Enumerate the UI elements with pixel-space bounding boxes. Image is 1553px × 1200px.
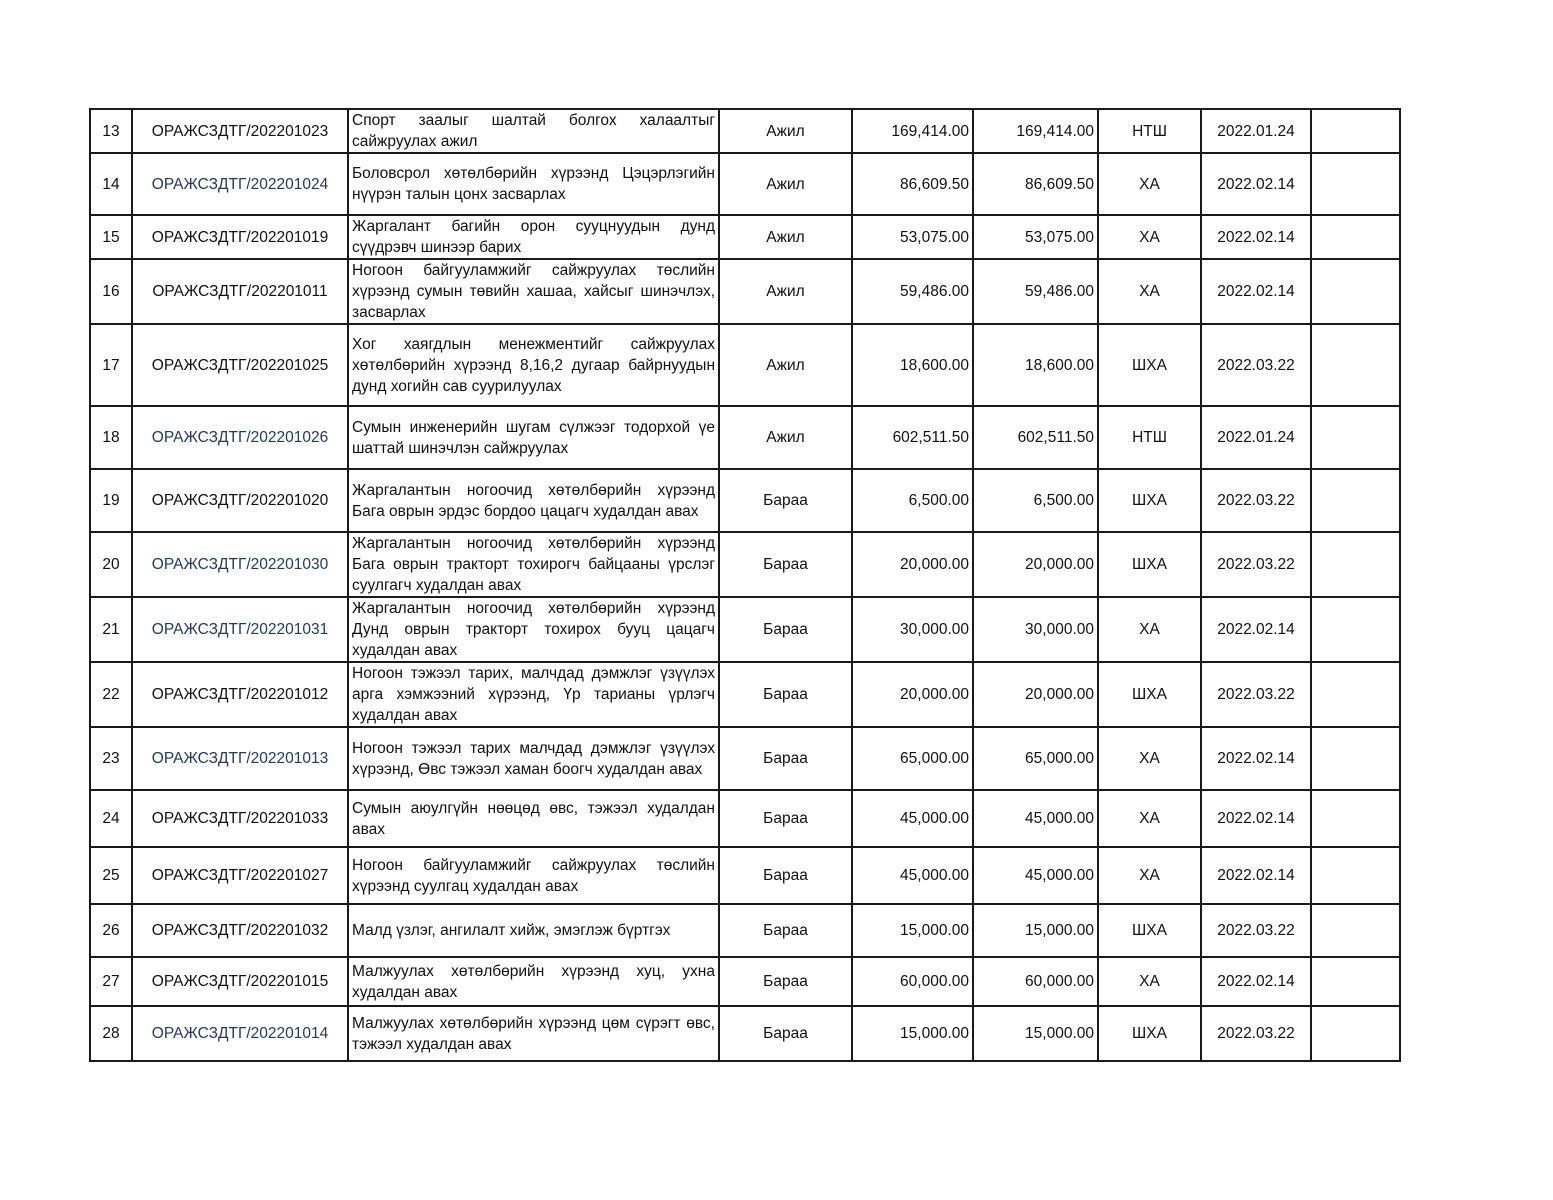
row-number: 19 xyxy=(90,469,132,532)
note-cell xyxy=(1311,215,1400,259)
table-row xyxy=(90,532,1400,597)
note-cell xyxy=(1311,1006,1400,1061)
procurement-type: Бараа xyxy=(719,957,852,1006)
announcement-date: 2022.02.14 xyxy=(1201,597,1311,662)
procurement-description: Ногоон байгууламжийг сайжруулах төслийн хүрээнд сумын төвийн хашаа, хайсыг шинэчлэх, засварлах xyxy=(348,259,719,324)
announcement-date: 2022.02.14 xyxy=(1201,957,1311,1006)
procurement-code: ОРАЖСЗДТГ/202201027 xyxy=(132,847,348,904)
announcement-date: 2022.03.22 xyxy=(1201,904,1311,957)
approved-amount: 60,000.00 xyxy=(973,957,1098,1006)
table-row xyxy=(90,324,1400,406)
procurement-code: ОРАЖСЗДТГ/202201026 xyxy=(132,406,348,469)
procurement-description: Жаргалантын ногоочид хөтөлбөрийн хүрээнд Дунд оврын тракторт тохирох бууц цацагч худалдан авах xyxy=(348,597,719,662)
estimated-amount: 15,000.00 xyxy=(852,904,973,957)
procurement-method: ШХА xyxy=(1098,324,1201,406)
announcement-date: 2022.01.24 xyxy=(1201,406,1311,469)
procurement-method: ХА xyxy=(1098,153,1201,215)
procurement-type: Бараа xyxy=(719,1006,852,1061)
announcement-date: 2022.01.24 xyxy=(1201,109,1311,153)
procurement-code: ОРАЖСЗДТГ/202201012 xyxy=(132,662,348,727)
estimated-amount: 59,486.00 xyxy=(852,259,973,324)
procurement-method: НТШ xyxy=(1098,109,1201,153)
table-row xyxy=(90,153,1400,215)
row-number: 24 xyxy=(90,790,132,847)
procurement-type: Бараа xyxy=(719,662,852,727)
procurement-description: Сумын инженерийн шугам сүлжээг тодорхой үе шаттай шинэчлэн сайжруулах xyxy=(348,406,719,469)
procurement-code: ОРАЖСЗДТГ/202201031 xyxy=(132,597,348,662)
approved-amount: 45,000.00 xyxy=(973,790,1098,847)
row-number: 20 xyxy=(90,532,132,597)
procurement-description: Ногоон тэжээл тарих, малчдад дэмжлэг үзүүлэх арга хэмжээний хүрээнд, Үр тарианы үрлэгч худалдан авах xyxy=(348,662,719,727)
announcement-date: 2022.03.22 xyxy=(1201,324,1311,406)
note-cell xyxy=(1311,662,1400,727)
estimated-amount: 30,000.00 xyxy=(852,597,973,662)
procurement-code: ОРАЖСЗДТГ/202201013 xyxy=(132,727,348,790)
procurement-code: ОРАЖСЗДТГ/202201024 xyxy=(132,153,348,215)
procurement-method: ШХА xyxy=(1098,904,1201,957)
note-cell xyxy=(1311,469,1400,532)
note-cell xyxy=(1311,597,1400,662)
estimated-amount: 169,414.00 xyxy=(852,109,973,153)
procurement-description: Малжуулах хөтөлбөрийн хүрээнд цөм сүрэгт өвс, тэжээл худалдан авах xyxy=(348,1006,719,1061)
row-number: 14 xyxy=(90,153,132,215)
procurement-method: ХА xyxy=(1098,957,1201,1006)
table-row xyxy=(90,215,1400,259)
table-row xyxy=(90,904,1400,957)
procurement-type: Ажил xyxy=(719,324,852,406)
procurement-type: Бараа xyxy=(719,790,852,847)
table-row xyxy=(90,469,1400,532)
procurement-description: Ногоон байгууламжийг сайжруулах төслийн хүрээнд суулгац худалдан авах xyxy=(348,847,719,904)
procurement-type: Ажил xyxy=(719,406,852,469)
table-row xyxy=(90,1006,1400,1061)
procurement-method: НТШ xyxy=(1098,406,1201,469)
procurement-type: Бараа xyxy=(719,904,852,957)
note-cell xyxy=(1311,790,1400,847)
table-row xyxy=(90,662,1400,727)
procurement-code: ОРАЖСЗДТГ/202201014 xyxy=(132,1006,348,1061)
procurement-type: Бараа xyxy=(719,597,852,662)
table-row xyxy=(90,406,1400,469)
approved-amount: 18,600.00 xyxy=(973,324,1098,406)
approved-amount: 20,000.00 xyxy=(973,532,1098,597)
approved-amount: 45,000.00 xyxy=(973,847,1098,904)
announcement-date: 2022.03.22 xyxy=(1201,1006,1311,1061)
note-cell xyxy=(1311,904,1400,957)
announcement-date: 2022.03.22 xyxy=(1201,469,1311,532)
table-row xyxy=(90,109,1400,153)
procurement-code: ОРАЖСЗДТГ/202201011 xyxy=(132,259,348,324)
estimated-amount: 65,000.00 xyxy=(852,727,973,790)
row-number: 23 xyxy=(90,727,132,790)
procurement-method: ШХА xyxy=(1098,662,1201,727)
row-number: 25 xyxy=(90,847,132,904)
procurement-type: Ажил xyxy=(719,215,852,259)
table-row xyxy=(90,597,1400,662)
approved-amount: 15,000.00 xyxy=(973,904,1098,957)
approved-amount: 65,000.00 xyxy=(973,727,1098,790)
procurement-code: ОРАЖСЗДТГ/202201032 xyxy=(132,904,348,957)
note-cell xyxy=(1311,727,1400,790)
announcement-date: 2022.02.14 xyxy=(1201,259,1311,324)
procurement-type: Бараа xyxy=(719,469,852,532)
row-number: 28 xyxy=(90,1006,132,1061)
procurement-type: Бараа xyxy=(719,532,852,597)
approved-amount: 30,000.00 xyxy=(973,597,1098,662)
estimated-amount: 15,000.00 xyxy=(852,1006,973,1061)
procurement-description: Жаргалант багийн орон сууцнуудын дунд сүүдрэвч шинээр барих xyxy=(348,215,719,259)
estimated-amount: 18,600.00 xyxy=(852,324,973,406)
procurement-method: ХА xyxy=(1098,847,1201,904)
procurement-description: Ногоон тэжээл тарих малчдад дэмжлэг үзүүлэх хүрээнд, Өвс тэжээл хаман боогч худалдан авах xyxy=(348,727,719,790)
approved-amount: 6,500.00 xyxy=(973,469,1098,532)
estimated-amount: 45,000.00 xyxy=(852,790,973,847)
announcement-date: 2022.02.14 xyxy=(1201,847,1311,904)
table-row xyxy=(90,259,1400,324)
procurement-description: Малжуулах хөтөлбөрийн хүрээнд хуц, ухна худалдан авах xyxy=(348,957,719,1006)
procurement-type: Ажил xyxy=(719,109,852,153)
procurement-description: Малд үзлэг, ангилалт хийж, эмэглэж бүртгэх xyxy=(348,904,719,957)
procurement-code: ОРАЖСЗДТГ/202201030 xyxy=(132,532,348,597)
row-number: 17 xyxy=(90,324,132,406)
estimated-amount: 86,609.50 xyxy=(852,153,973,215)
table-row xyxy=(90,957,1400,1006)
procurement-type: Бараа xyxy=(719,727,852,790)
estimated-amount: 53,075.00 xyxy=(852,215,973,259)
procurement-description: Жаргалантын ногоочид хөтөлбөрийн хүрээнд Бага оврын тракторт тохирогч байцааны үрслэг суулгагч худалдан авах xyxy=(348,532,719,597)
procurement-description: Жаргалантын ногоочид хөтөлбөрийн хүрээнд Бага оврын эрдэс бордоо цацагч худалдан авах xyxy=(348,469,719,532)
announcement-date: 2022.03.22 xyxy=(1201,662,1311,727)
row-number: 22 xyxy=(90,662,132,727)
note-cell xyxy=(1311,153,1400,215)
procurement-method: ШХА xyxy=(1098,532,1201,597)
procurement-code: ОРАЖСЗДТГ/202201019 xyxy=(132,215,348,259)
estimated-amount: 60,000.00 xyxy=(852,957,973,1006)
note-cell xyxy=(1311,957,1400,1006)
table-row xyxy=(90,790,1400,847)
note-cell xyxy=(1311,324,1400,406)
approved-amount: 20,000.00 xyxy=(973,662,1098,727)
note-cell xyxy=(1311,847,1400,904)
announcement-date: 2022.02.14 xyxy=(1201,153,1311,215)
row-number: 18 xyxy=(90,406,132,469)
table-row xyxy=(90,727,1400,790)
row-number: 27 xyxy=(90,957,132,1006)
procurement-method: ХА xyxy=(1098,215,1201,259)
note-cell xyxy=(1311,109,1400,153)
approved-amount: 59,486.00 xyxy=(973,259,1098,324)
row-number: 21 xyxy=(90,597,132,662)
procurement-type: Бараа xyxy=(719,847,852,904)
procurement-method: ШХА xyxy=(1098,469,1201,532)
announcement-date: 2022.02.14 xyxy=(1201,215,1311,259)
estimated-amount: 20,000.00 xyxy=(852,532,973,597)
row-number: 16 xyxy=(90,259,132,324)
approved-amount: 169,414.00 xyxy=(973,109,1098,153)
procurement-code: ОРАЖСЗДТГ/202201033 xyxy=(132,790,348,847)
procurement-type: Ажил xyxy=(719,259,852,324)
estimated-amount: 45,000.00 xyxy=(852,847,973,904)
approved-amount: 86,609.50 xyxy=(973,153,1098,215)
row-number: 15 xyxy=(90,215,132,259)
row-number: 13 xyxy=(90,109,132,153)
procurement-method: ШХА xyxy=(1098,1006,1201,1061)
procurement-description: Боловсрол хөтөлбөрийн хүрээнд Цэцэрлэгийн нүүрэн талын цонх засварлах xyxy=(348,153,719,215)
table-row xyxy=(90,847,1400,904)
procurement-method: ХА xyxy=(1098,790,1201,847)
announcement-date: 2022.02.14 xyxy=(1201,790,1311,847)
estimated-amount: 602,511.50 xyxy=(852,406,973,469)
approved-amount: 602,511.50 xyxy=(973,406,1098,469)
procurement-code: ОРАЖСЗДТГ/202201025 xyxy=(132,324,348,406)
procurement-code: ОРАЖСЗДТГ/202201020 xyxy=(132,469,348,532)
procurement-code: ОРАЖСЗДТГ/202201015 xyxy=(132,957,348,1006)
approved-amount: 53,075.00 xyxy=(973,215,1098,259)
procurement-description: Спорт заалыг шалтай болгох халаалтыг сайжруулах ажил xyxy=(348,109,719,153)
estimated-amount: 20,000.00 xyxy=(852,662,973,727)
row-number: 26 xyxy=(90,904,132,957)
estimated-amount: 6,500.00 xyxy=(852,469,973,532)
procurement-table xyxy=(89,108,1401,1062)
approved-amount: 15,000.00 xyxy=(973,1006,1098,1061)
note-cell xyxy=(1311,406,1400,469)
note-cell xyxy=(1311,532,1400,597)
note-cell xyxy=(1311,259,1400,324)
procurement-description: Сумын аюулгүйн нөөцөд өвс, тэжээл худалдан авах xyxy=(348,790,719,847)
announcement-date: 2022.02.14 xyxy=(1201,727,1311,790)
procurement-type: Ажил xyxy=(719,153,852,215)
procurement-method: ХА xyxy=(1098,259,1201,324)
announcement-date: 2022.03.22 xyxy=(1201,532,1311,597)
procurement-method: ХА xyxy=(1098,597,1201,662)
procurement-method: ХА xyxy=(1098,727,1201,790)
procurement-code: ОРАЖСЗДТГ/202201023 xyxy=(132,109,348,153)
procurement-description: Хог хаягдлын менежментийг сайжруулах хөтөлбөрийн хүрээнд 8,16,2 дугаар байрнуудын дунд хогийн сав суурилуулах xyxy=(348,324,719,406)
